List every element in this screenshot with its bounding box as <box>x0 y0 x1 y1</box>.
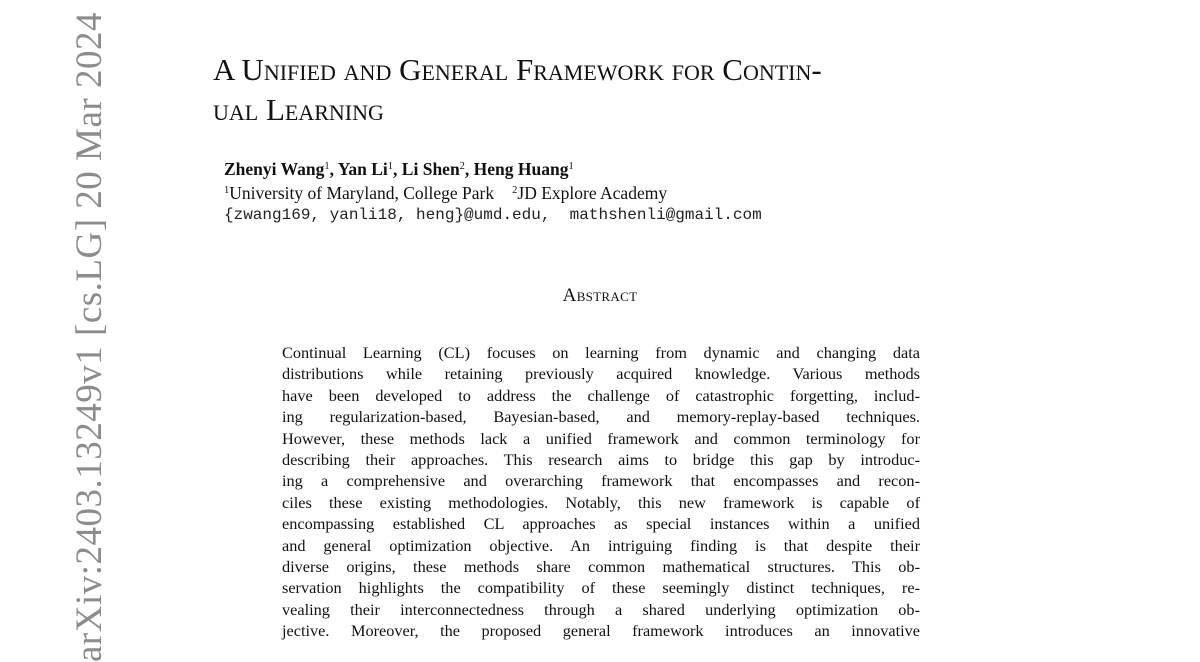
affil-mark: 2 <box>512 185 518 197</box>
title-line-2: ual Learning <box>213 92 384 127</box>
abstract-line: have been developed to address the challenge of catastrophic forgetting, includ- <box>282 385 920 405</box>
author-name: Yan Li <box>337 159 388 179</box>
abstract-line: vealing their interconnectedness through a shared underlying optimization ob- <box>282 599 920 619</box>
abstract-line: encompassing established CL approaches as special instances within a unified <box>282 514 920 534</box>
affiliation-name: University of Maryland, College Park <box>229 183 495 203</box>
author-affil-mark: 1 <box>387 161 394 173</box>
paper-title <box>213 50 1033 130</box>
affiliations <box>224 183 667 204</box>
abstract-line: ciles these existing methodologies. Notably, this new framework is capable of <box>282 492 920 512</box>
abstract-line: describing their approaches. This research aims to bridge this gap by introduc- <box>282 449 920 469</box>
abstract-line: However, these methods lack a unified framework and common terminology for <box>282 428 920 448</box>
abstract-heading: Abstract <box>562 285 638 306</box>
abstract-line: diverse origins, these methods share common mathematical structures. This ob- <box>282 556 920 576</box>
affiliation-name: JD Explore Academy <box>517 183 668 203</box>
abstract-body <box>282 342 920 641</box>
arxiv-stamp-text: arXiv:2403.13249v1 [cs.LG] 20 Mar 2024 <box>69 12 110 662</box>
author-emails: {zwang169, yanli18, heng}@umd.edu, mathshenli@gmail.com <box>224 206 762 224</box>
author-name: Zhenyi Wang <box>224 159 325 179</box>
abstract-line: distributions while retaining previously acquired knowledge. Various methods <box>282 364 920 384</box>
title-line-1: A Unified and General Framework for Contin- <box>213 52 822 87</box>
author-affil-mark: 1 <box>324 161 330 173</box>
abstract-line: and general optimization objective. An intriguing finding is that despite their <box>282 535 920 555</box>
author-affil-mark: 1 <box>568 161 574 173</box>
author-name: Li Shen <box>401 159 460 179</box>
author-list: Zhenyi Wang$^1$, Yan Li$^1$, Li Shen$^2$, Heng Huang$^1$ <box>224 159 574 179</box>
abstract-line: ing a comprehensive and overarching framework that encompasses and recon- <box>282 471 920 491</box>
abstract-line: servation highlights the compatibility of these seemingly distinct techniques, re- <box>282 578 920 598</box>
author-name: Heng Huang <box>473 159 569 179</box>
arxiv-stamp <box>28 12 110 662</box>
abstract-line: jective. Moreover, the proposed general framework introduces an innovative <box>282 621 920 641</box>
abstract-line: Continual Learning (CL) focuses on learning from dynamic and changing data <box>282 343 920 362</box>
affil-mark: 1 <box>224 185 230 197</box>
abstract-line: ing regularization-based, Bayesian-based, and memory-replay-based techniques. <box>282 407 920 427</box>
author-affil-mark: 2 <box>459 161 465 173</box>
